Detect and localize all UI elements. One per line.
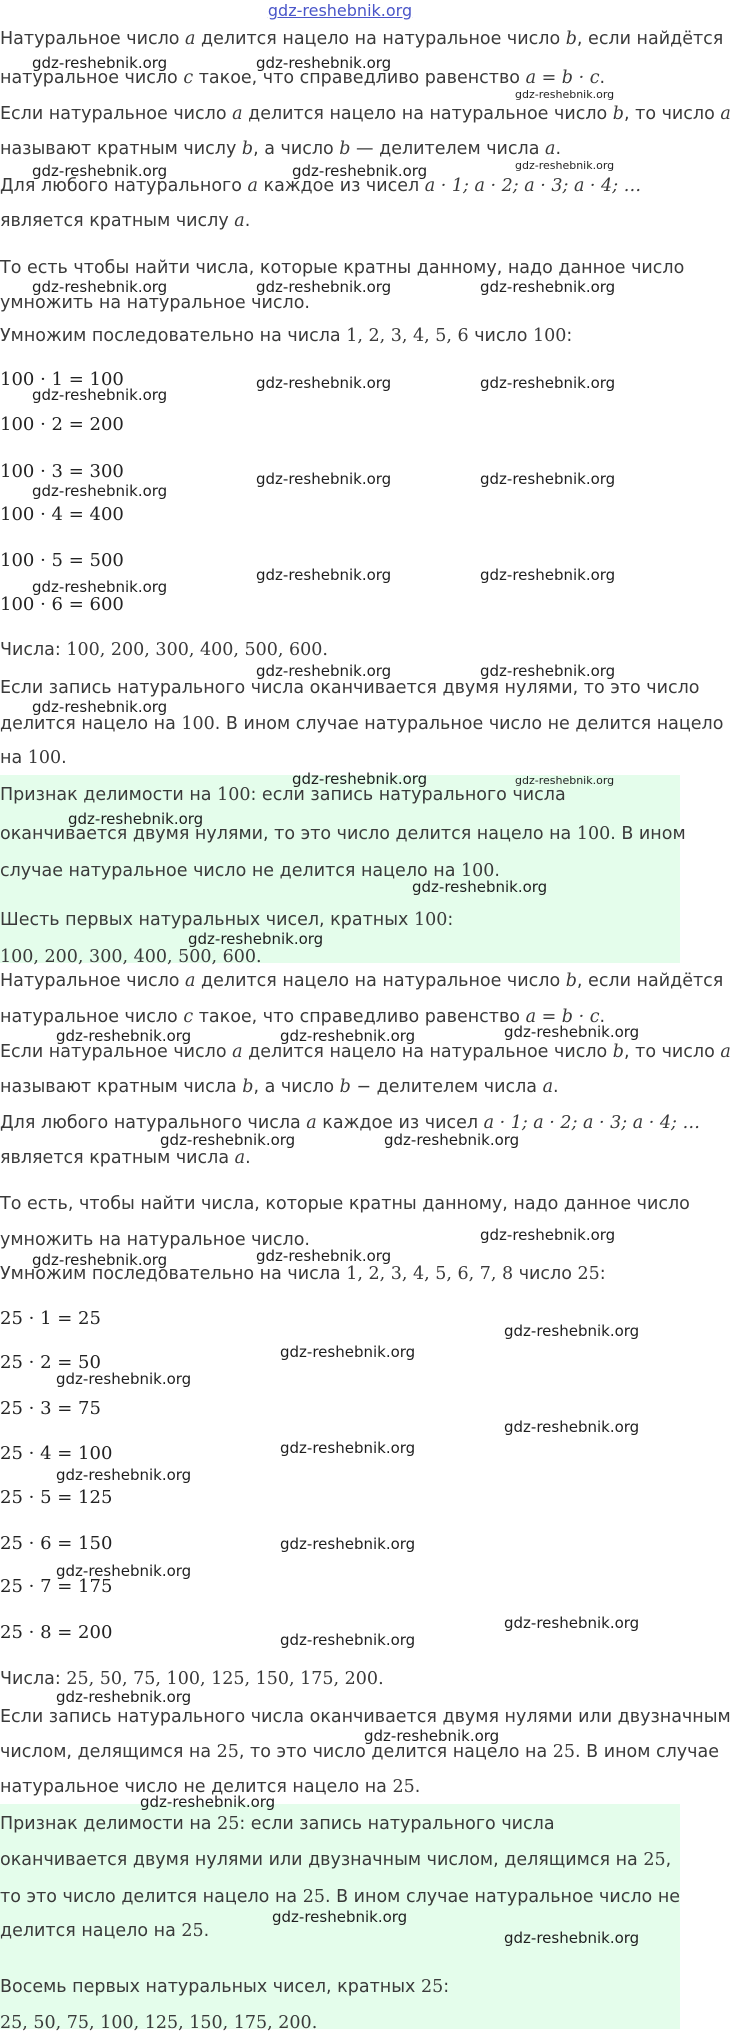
watermark: gdz-reshebnik.org xyxy=(412,878,548,896)
watermark: gdz-reshebnik.org xyxy=(384,1131,520,1149)
p1-rule-line3: на 100. xyxy=(0,748,67,768)
p1-each-line1: Для любого натурального a каждое из чисел a · 1; a · 2; a · 3; a · 4; … xyxy=(0,176,642,196)
p1-numbers-line: Числа: 100, 200, 300, 400, 500, 600. xyxy=(0,640,328,660)
watermark: gdz-reshebnik.org xyxy=(56,1027,192,1045)
watermark: gdz-reshebnik.org xyxy=(32,54,168,72)
watermark: gdz-reshebnik.org xyxy=(56,1562,192,1580)
p1-def1-line1: Натуральное число a делится нацело на натуральное число b, если найдётся xyxy=(0,29,724,49)
watermark: gdz-reshebnik.org xyxy=(480,566,616,584)
watermark: gdz-reshebnik.org xyxy=(32,386,168,404)
watermark: gdz-reshebnik.org xyxy=(256,470,392,488)
watermark: gdz-reshebnik.org xyxy=(480,278,616,296)
p2-numbers-line: Числа: 25, 50, 75, 100, 125, 150, 175, 200. xyxy=(0,1669,384,1689)
site-header-link[interactable]: gdz-reshebnik.org xyxy=(267,1,413,20)
watermark: gdz-reshebnik.org xyxy=(280,1027,416,1045)
watermark: gdz-reshebnik.org xyxy=(256,566,392,584)
p2-equation: 25 · 2 = 50 xyxy=(0,1352,101,1373)
p2-equation: 25 · 8 = 200 xyxy=(0,1622,113,1643)
p1-rule-line1: Если запись натурального числа оканчивается двумя нулями, то это число xyxy=(0,678,700,698)
p2-each-line1: Для любого натурального числа a каждое из чисел a · 1; a · 2; a · 3; a · 4; … xyxy=(0,1113,700,1133)
p2-equation: 25 · 3 = 75 xyxy=(0,1398,101,1419)
p1-equation: 100 · 1 = 100 xyxy=(0,369,124,390)
p1-equation: 100 · 3 = 300 xyxy=(0,461,124,482)
watermark: gdz-reshebnik.org xyxy=(32,482,168,500)
p1-def1-line2: натуральное число c такое, что справедливо равенство a = b · c. xyxy=(0,68,606,88)
watermark: gdz-reshebnik.org xyxy=(68,810,204,828)
p1-first-line2: 100, 200, 300, 400, 500, 600. xyxy=(0,947,262,967)
p2-rule-line2: числом, делящимся на 25, то это число делится нацело на 25. В ином случае xyxy=(0,1742,719,1762)
watermark: gdz-reshebnik.org xyxy=(292,162,428,180)
p2-first-line1: Восемь первых натуральных чисел, кратных 25: xyxy=(0,1977,450,1997)
watermark: gdz-reshebnik.org xyxy=(32,278,168,296)
watermark: gdz-reshebnik.org xyxy=(292,770,428,788)
p2-def2-line2: называют кратным числа b, а число b − делителем числа a. xyxy=(0,1077,559,1097)
p2-equation: 25 · 6 = 150 xyxy=(0,1533,113,1554)
watermark: gdz-reshebnik.org xyxy=(56,1466,192,1484)
p2-sign-line1: Признак делимости на 25: если запись натурального числа xyxy=(0,1814,555,1834)
watermark: gdz-reshebnik.org xyxy=(160,1131,296,1149)
p1-sign-line3: случае натуральное число не делится нацело на 100. xyxy=(0,861,500,881)
p2-equation: 25 · 1 = 25 xyxy=(0,1308,101,1329)
watermark: gdz-reshebnik.org xyxy=(364,1727,500,1745)
watermark: gdz-reshebnik.org xyxy=(504,1614,640,1632)
watermark: gdz-reshebnik.org xyxy=(280,1439,416,1457)
watermark: gdz-reshebnik.org xyxy=(32,1251,168,1269)
watermark: gdz-reshebnik.org xyxy=(32,578,168,596)
p1-sign-line2: оканчивается двумя нулями, то это число делится нацело на 100. В ином xyxy=(0,824,686,844)
p2-method-line1: То есть, чтобы найти числа, которые кратны данному, надо данное число xyxy=(0,1194,690,1214)
watermark: gdz-reshebnik.org xyxy=(504,1418,640,1436)
p1-first-line1: Шесть первых натуральных чисел, кратных 100: xyxy=(0,910,454,930)
p1-equation: 100 · 2 = 200 xyxy=(0,414,124,435)
watermark: gdz-reshebnik.org xyxy=(188,930,324,948)
p1-def2-line2: называют кратным числу b, а число b — делителем числа a. xyxy=(0,139,562,159)
watermark: gdz-reshebnik.org xyxy=(480,470,616,488)
p1-each-line2: является кратным числу a. xyxy=(0,211,251,231)
watermark: gdz-reshebnik.org xyxy=(504,1929,640,1947)
p2-equation: 25 · 5 = 125 xyxy=(0,1487,113,1508)
watermark: gdz-reshebnik.org xyxy=(280,1535,416,1553)
p1-equation: 100 · 4 = 400 xyxy=(0,504,124,525)
p1-method-line1: То есть чтобы найти числа, которые кратны данному, надо данное число xyxy=(0,258,685,278)
watermark: gdz-reshebnik.org xyxy=(280,1631,416,1649)
watermark: gdz-reshebnik.org xyxy=(256,1247,392,1265)
p1-equation: 100 · 5 = 500 xyxy=(0,550,124,571)
watermark: gdz-reshebnik.org xyxy=(515,88,615,101)
watermark: gdz-reshebnik.org xyxy=(32,162,168,180)
watermark: gdz-reshebnik.org xyxy=(480,662,616,680)
p2-sign-line2: оканчивается двумя нулями или двузначным числом, делящимся на 25, xyxy=(0,1850,672,1870)
p2-sign-line3: то это число делится нацело на 25. В ином случае натуральное число не xyxy=(0,1887,681,1907)
p1-sign-line1: Признак делимости на 100: если запись натурального числа xyxy=(0,785,566,805)
watermark: gdz-reshebnik.org xyxy=(515,159,615,172)
p2-rule-line1: Если запись натурального числа оканчивается двумя нулями или двузначным xyxy=(0,1707,731,1727)
p1-def2-line1: Если натуральное число a делится нацело на натуральное число b, то число a xyxy=(0,104,731,124)
p1-equation: 100 · 6 = 600 xyxy=(0,594,124,615)
watermark: gdz-reshebnik.org xyxy=(32,698,168,716)
p2-def2-line1: Если натуральное число a делится нацело на натуральное число b, то число a xyxy=(0,1042,731,1062)
p2-def1-line1: Натуральное число a делится нацело на натуральное число b, если найдётся xyxy=(0,971,724,991)
p1-method-line2: умножить на натуральное число. xyxy=(0,293,310,313)
watermark: gdz-reshebnik.org xyxy=(504,1322,640,1340)
watermark: gdz-reshebnik.org xyxy=(256,278,392,296)
watermark: gdz-reshebnik.org xyxy=(256,54,392,72)
watermark: gdz-reshebnik.org xyxy=(280,1343,416,1361)
watermark: gdz-reshebnik.org xyxy=(256,374,392,392)
watermark: gdz-reshebnik.org xyxy=(504,1023,640,1041)
watermark: gdz-reshebnik.org xyxy=(480,1226,616,1244)
p2-def1-line2: натуральное число c такое, что справедливо равенство a = b · c. xyxy=(0,1007,606,1027)
watermark: gdz-reshebnik.org xyxy=(515,774,615,787)
p2-equation: 25 · 4 = 100 xyxy=(0,1443,113,1464)
watermark: gdz-reshebnik.org xyxy=(56,1370,192,1388)
watermark: gdz-reshebnik.org xyxy=(272,1908,408,1926)
watermark: gdz-reshebnik.org xyxy=(256,662,392,680)
watermark: gdz-reshebnik.org xyxy=(480,374,616,392)
p2-method-line2: умножить на натуральное число. xyxy=(0,1230,310,1250)
watermark: gdz-reshebnik.org xyxy=(56,1688,192,1706)
p2-equation: 25 · 7 = 175 xyxy=(0,1576,113,1597)
p2-multiply-line: Умножим последовательно на числа 1, 2, 3, 4, 5, 6, 7, 8 число 25: xyxy=(0,1264,606,1284)
p2-rule-line3: натуральное число не делится нацело на 25. xyxy=(0,1777,421,1797)
p2-sign-line4: делится нацело на 25. xyxy=(0,1921,210,1941)
watermark: gdz-reshebnik.org xyxy=(140,1793,276,1811)
p2-each-line2: является кратным числа a. xyxy=(0,1148,251,1168)
p2-first-line2: 25, 50, 75, 100, 125, 150, 175, 200. xyxy=(0,2013,318,2033)
p1-multiply-line: Умножим последовательно на числа 1, 2, 3, 4, 5, 6 число 100: xyxy=(0,326,573,346)
p1-rule-line2: делится нацело на 100. В ином случае натуральное число не делится нацело xyxy=(0,714,724,734)
